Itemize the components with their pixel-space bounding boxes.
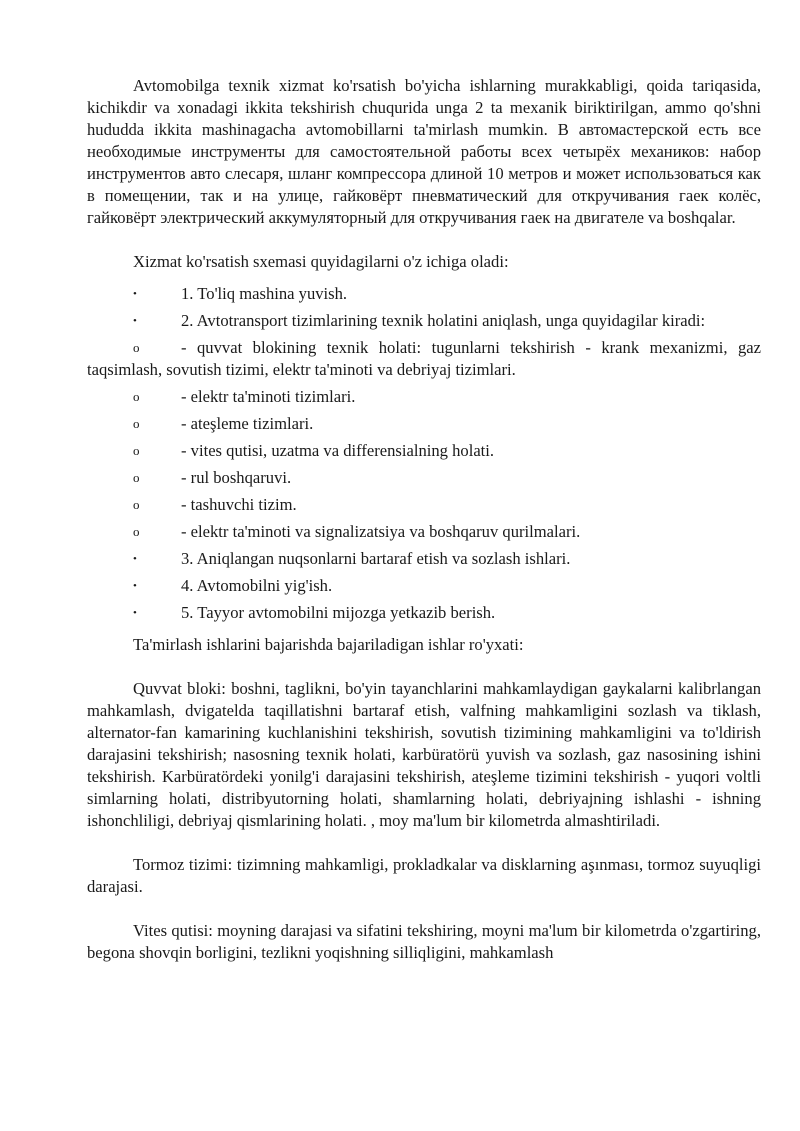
- bullet-marker: •: [133, 607, 137, 619]
- spacer: [87, 656, 761, 678]
- list-item-text: - quvvat blokining texnik holati: tugunlarni tekshirish - krank mexanizmi, gaz taqsimlash, sovutish tizimi, elektr ta'minoti va debriyaj tizimlari.: [87, 338, 761, 379]
- spacer: [87, 898, 761, 920]
- list-item: [87, 521, 761, 543]
- list-item-text: - tashuvchi tizim.: [181, 495, 297, 514]
- brake-system-paragraph: Tormoz tizimi: tizimning mahkamligi, prokladkalar va disklarning aşınması, tormoz suyuqligi darajasi.: [87, 855, 761, 896]
- list-item: [87, 575, 761, 597]
- list-item: [87, 283, 761, 305]
- document-page: [87, 75, 761, 964]
- list-item: [87, 548, 761, 570]
- list-item-text: 1. To'liq mashina yuvish.: [181, 284, 348, 303]
- list-item: [87, 413, 761, 435]
- sub-bullet-marker: o: [133, 443, 140, 458]
- list-item: [87, 337, 761, 381]
- list-item-text: - ateşleme tizimlari.: [181, 414, 314, 433]
- list-item: [87, 494, 761, 516]
- bullet-marker: •: [133, 553, 137, 565]
- scheme-heading: Xizmat ko'rsatish sxemasi quyidagilarni o'z ichiga oladi:: [133, 252, 509, 271]
- sub-bullet-marker: o: [133, 416, 140, 431]
- list-item-text: 4. Avtomobilni yig'ish.: [181, 576, 333, 595]
- power-block-paragraph: Quvvat bloki: boshni, taglikni, bo'yin tayanchlarini mahkamlaydigan gaykalarni kalibrlangan mahkamlash, dvigatelda taqillatishni bartaraf etish, valfning mahkamligini sozlash va tiklash, alternator-fan kamarining kuchlanishini tekshirish, sovutish tizimining mahkamligini va to'ldirish darajasini tekshirish; nasosning texnik holati, karbüratörü yuvish va sozlash, gaz nasosining ishini tekshirish. Karbüratördeki yonilg'i darajasini tekshirish, ateşleme tizimini tekshirish - yuqori voltli simlarning holati, distribyutorning holati, shamlarning holati, debriyajning ishlashi - ishning ishonchliligi, debriyaj qismlarining holati. , moy ma'lum bir kilometrda almashtiriladi.: [87, 679, 761, 830]
- gearbox-paragraph: Vites qutisi: moyning darajasi va sifatini tekshiring, moyni ma'lum bir kilometrda o'zgartiring, begona shovqin borligini, tezlikni yoqishning silliqligini, mahkamlash: [87, 921, 761, 962]
- list-item-text: 3. Aniqlangan nuqsonlarni bartaraf etish va sozlash ishlari.: [181, 549, 571, 568]
- sub-bullet-marker: o: [133, 389, 140, 404]
- list-item-text: 2. Avtotransport tizimlarining texnik holatini aniqlash, unga quyidagilar kiradi:: [181, 311, 706, 330]
- list-item-text: 5. Tayyor avtomobilni mijozga yetkazib berish.: [181, 603, 496, 622]
- list-item-text: - rul boshqaruvi.: [181, 468, 292, 487]
- sub-bullet-marker: o: [133, 524, 140, 539]
- list-item: [87, 386, 761, 408]
- spacer: [87, 229, 761, 251]
- intro-paragraph: Avtomobilga texnik xizmat ko'rsatish bo'yicha ishlarning murakkabligi, qoida tariqasida, kichikdir va xonadagi ikkita tekshirish chuqurida unga 2 ta mexanik biriktirilgan, ammo qo'shni hududda ikkita mashinagacha avtomobillarni ta'mirlash mumkin. В автомастерской есть все необходимые инструменты для самостоятельной работы всех четырёх механиков: набор инструментов авто слесаря, шланг компрессора длиной 10 метров и может использоваться как в помещении, так и на улице, гайковёрт пневматический для откручивания гаек колёс, гайковёрт электрический аккумуляторный для откручивания гаек на двигателе va boshqalar.: [87, 76, 761, 227]
- spacer: [87, 273, 761, 283]
- spacer: [87, 832, 761, 854]
- list-item: [87, 310, 761, 332]
- sub-bullet-marker: o: [133, 497, 140, 512]
- repair-heading: Ta'mirlash ishlarini bajarishda bajariladigan ishlar ro'yxati:: [133, 635, 524, 654]
- list-item: [87, 602, 761, 624]
- bullet-marker: •: [133, 315, 137, 327]
- service-scheme-list: [87, 283, 761, 624]
- list-item: [87, 467, 761, 489]
- bullet-marker: •: [133, 580, 137, 592]
- list-item-text: - elektr ta'minoti tizimlari.: [181, 387, 356, 406]
- spacer: [87, 624, 761, 634]
- list-item-text: - elektr ta'minoti va signalizatsiya va boshqaruv qurilmalari.: [181, 522, 581, 541]
- bullet-marker: •: [133, 288, 137, 300]
- list-item-text: - vites qutisi, uzatma va differensialning holati.: [181, 441, 495, 460]
- sub-bullet-marker: o: [133, 340, 140, 355]
- list-item: [87, 440, 761, 462]
- sub-bullet-marker: o: [133, 470, 140, 485]
